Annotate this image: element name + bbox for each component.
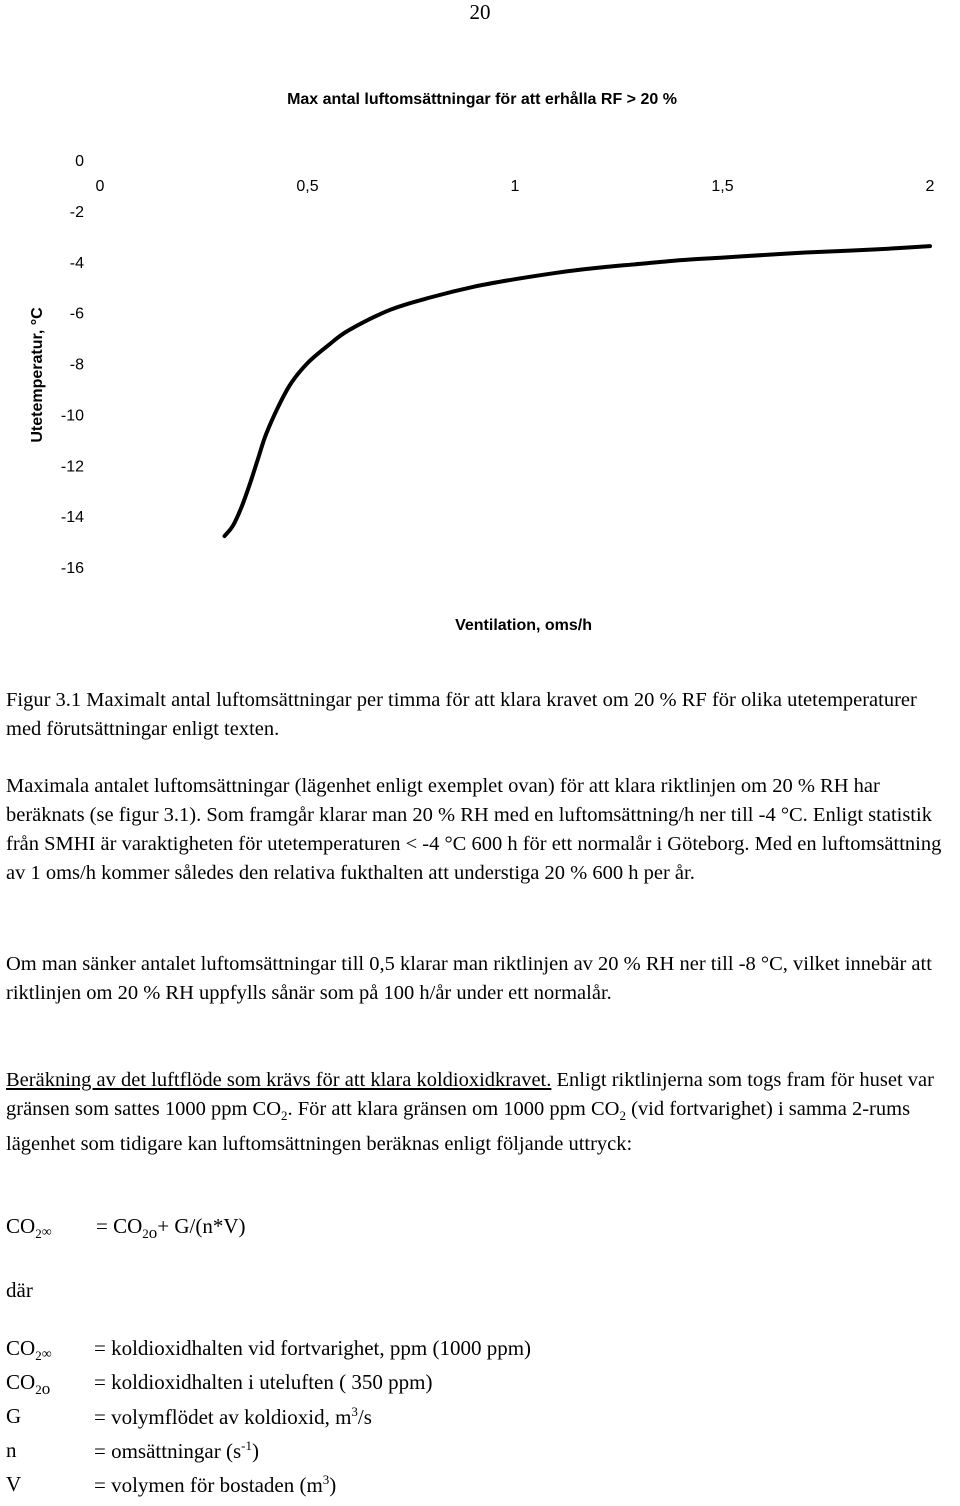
definition-text-end: ): [329, 1473, 337, 1497]
infinity-mark: ∞: [41, 1347, 52, 1362]
chart-title: Max antal luftomsättningar för att erhålla RF > 20 %: [287, 91, 677, 108]
outdoor-mark: o: [41, 1379, 51, 1398]
y-tick-label: -2: [69, 203, 84, 221]
paragraph-3: [6, 1066, 956, 1159]
formula-sub: 2: [35, 1226, 42, 1242]
x-tick-label: 1: [510, 178, 520, 195]
x-axis-label: Ventilation, oms/h: [455, 617, 592, 634]
definition-sup: 3: [351, 1404, 358, 1419]
y-tick-label: -6: [69, 305, 84, 323]
definition-sup: 3: [322, 1472, 330, 1487]
paragraph-3-text-a: Enligt riktlinjerna som togs fram för huset var gränsen som sattes 1000 ppm CO: [6, 1069, 934, 1120]
definition-sub: 2: [35, 1348, 42, 1364]
definition-symbol: V: [6, 1472, 22, 1496]
definition-sup: -1: [241, 1438, 252, 1453]
definition-text: = koldioxidhalten i uteluften ( 350 ppm): [94, 1370, 433, 1394]
x-tick-label: 1,5: [711, 178, 734, 195]
y-tick-label: -4: [69, 254, 84, 272]
definition-symbol: n: [6, 1438, 17, 1462]
definition-sub: 2: [35, 1382, 42, 1398]
subscript-2: 2: [281, 1108, 288, 1124]
definition-text: = omsättningar (s: [94, 1439, 242, 1463]
formula-sub: 2: [142, 1226, 149, 1242]
x-tick-label: 2: [925, 178, 935, 195]
y-axis-label: Utetemperatur, °C: [29, 307, 46, 443]
paragraph-1: Maximala antalet luftomsättningar (lägenhet enligt exemplet ovan) för att klara riktlinjen om 20 % RH har beräknats (se figur 3.1). Som framgår klarar man 20 % RH med en luftomsättning/h ner till -4 °C. Enligt statistik från SMHI är varaktigheten för utetemperaturen < -4 °C 600 h för ett normalår i Göteborg. Med en luftomsättning av 1 oms/h kommer således den relativa fukthalten att understiga 20 % 600 h per år.: [6, 775, 942, 884]
definition-symbol: CO: [6, 1370, 36, 1394]
definition-text-end: ): [252, 1439, 259, 1463]
y-tick-label: -14: [60, 509, 84, 527]
section-heading-underlined: Beräkning av det luftflöde som krävs för att klara koldioxidkravet.: [6, 1069, 552, 1091]
outdoor-mark: o: [148, 1223, 158, 1242]
definition-text-end: /s: [357, 1405, 372, 1429]
definition-text: = volymflödet av koldioxid, m: [94, 1405, 352, 1429]
paragraph-3-text-c: (vid fortvarighet) i samma 2-rums lägenhet som tidigare kan luftomsättningen beräknas enligt följande uttryck:: [6, 1098, 911, 1156]
page-number: 20: [469, 0, 491, 24]
y-tick-label: -12: [60, 458, 84, 476]
y-tick-label: -8: [69, 356, 84, 374]
y-tick-label: -10: [60, 407, 84, 425]
formula-rest: + G/(n*V): [157, 1214, 246, 1238]
definition-symbol: CO: [6, 1336, 36, 1360]
where-label: där: [6, 1278, 33, 1302]
formula-eq: = CO: [96, 1214, 143, 1238]
x-tick-label: 0: [95, 178, 105, 195]
definition-text: = volymen för bostaden (m: [94, 1473, 323, 1497]
formula: [6, 1214, 246, 1242]
definition-text: = koldioxidhalten vid fortvarighet, ppm (1000 ppm): [94, 1336, 532, 1360]
figure-caption: Figur 3.1 Maximalt antal luftomsättningar per timma för att klara kravet om 20 % RF för olika utetemperaturer med förutsättningar enligt texten.: [6, 689, 917, 740]
paragraph-2: Om man sänker antalet luftomsättningar till 0,5 klarar man riktlinjen av 20 % RH ner till -8 °C, vilket innebär att riktlinjen om 20 % RH uppfylls sånär som på 100 h/år under ett normalår.: [6, 953, 932, 1004]
y-tick-label: 0: [75, 153, 84, 170]
chart: [0, 80, 960, 640]
paragraph-3-text-b: . För att klara gränsen om 1000 ppm CO: [287, 1098, 620, 1120]
infinity-mark: ∞: [41, 1225, 52, 1240]
series-line: [225, 246, 931, 536]
subscript-2: 2: [619, 1108, 626, 1124]
formula-lhs: CO: [6, 1214, 36, 1238]
definition-symbol: G: [6, 1404, 22, 1428]
x-tick-label: 0,5: [296, 178, 319, 195]
y-tick-label: -16: [60, 560, 84, 577]
